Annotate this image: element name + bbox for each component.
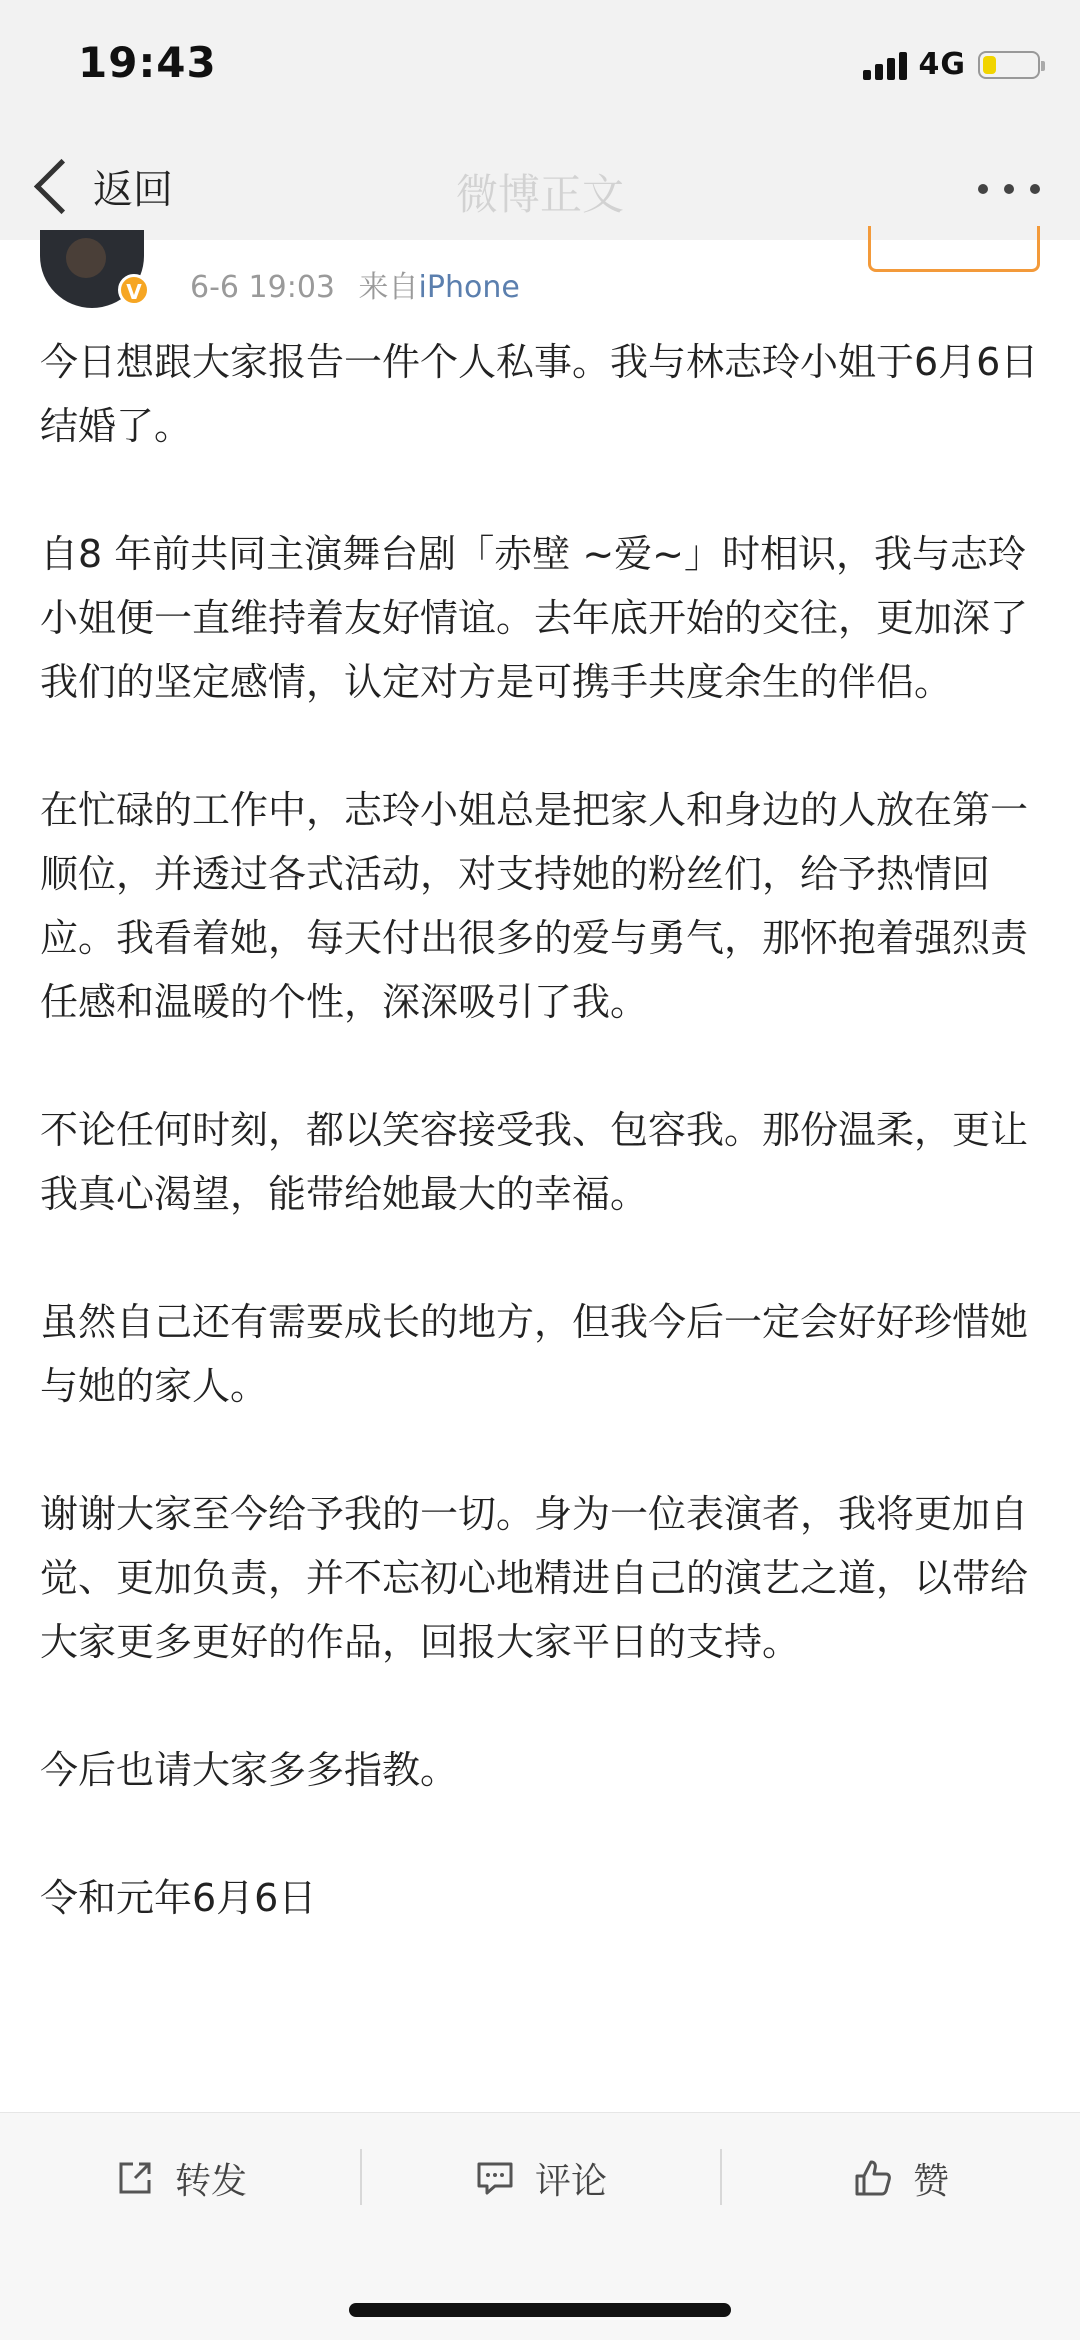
status-time: 19:43 <box>78 38 217 87</box>
repost-label: 转发 <box>174 2160 247 2202</box>
post-source-prefix: 来自 <box>358 270 419 305</box>
post-paragraph: 今后也请大家多多指教。 <box>40 1748 459 1792</box>
back-label: 返回 <box>93 167 173 213</box>
battery-icon <box>978 51 1040 79</box>
comment-label: 评论 <box>534 2160 607 2202</box>
thumbs-up-icon <box>851 2156 895 2200</box>
bottom-action-bar <box>0 2112 1080 2340</box>
repost-icon <box>113 2156 157 2200</box>
post-source-link[interactable]: iPhone <box>418 270 520 305</box>
post-paragraph: 今日想跟大家报告一件个人私事。我与林志玲小姐于6月6日结婚了。 <box>40 340 1039 448</box>
post-header <box>0 240 1080 320</box>
page-title: 微博正文 <box>455 170 624 219</box>
status-indicators <box>863 47 1041 82</box>
post-time: 6-6 19:03 <box>190 270 335 305</box>
post-actions <box>0 2113 1080 2243</box>
like-label: 赞 <box>912 2160 949 2202</box>
repost-button[interactable] <box>0 2113 360 2243</box>
more-options-icon[interactable] <box>978 184 1040 194</box>
post-paragraph: 令和元年6月6日 <box>40 1876 317 1920</box>
verified-badge-icon: V <box>118 274 150 306</box>
post-paragraph: 在忙碌的工作中，志玲小姐总是把家人和身边的人放在第一顺位，并透过各式活动，对支持她的粉丝们，给予热情回应。我看着她，每天付出很多的爱与勇气，那怀抱着强烈责任感和温暖的个性，深深吸引了我。 <box>40 788 1029 1024</box>
follow-button[interactable] <box>868 226 1040 272</box>
comment-icon <box>473 2156 517 2200</box>
top-bar <box>0 0 1080 255</box>
comment-button[interactable] <box>360 2113 720 2243</box>
navigation-bar <box>0 150 1080 230</box>
post-paragraph: 谢谢大家至今给予我的一切。身为一位表演者，我将更加自觉、更加负责，并不忘初心地精进自己的演艺之道，以带给大家更多更好的作品，回报大家平日的支持。 <box>40 1492 1029 1664</box>
post-meta <box>190 262 520 306</box>
network-type: 4G <box>918 47 966 82</box>
signal-icon <box>863 50 907 80</box>
home-indicator[interactable] <box>349 2303 731 2317</box>
post-paragraph: 自8 年前共同主演舞台剧「赤壁 ~爱~」时相识，我与志玲小姐便一直维持着友好情谊。去年底开始的交往，更加深了我们的坚定感情，认定对方是可携手共度余生的伴侣。 <box>40 532 1029 704</box>
battery-level <box>983 56 996 74</box>
like-button[interactable] <box>720 2113 1080 2243</box>
post-content <box>40 330 1040 1930</box>
post-paragraph: 不论任何时刻，都以笑容接受我、包容我。那份温柔，更让我真心渴望，能带给她最大的幸福。 <box>40 1108 1029 1216</box>
post-paragraph: 虽然自己还有需要成长的地方，但我今后一定会好好珍惜她与她的家人。 <box>40 1300 1029 1408</box>
